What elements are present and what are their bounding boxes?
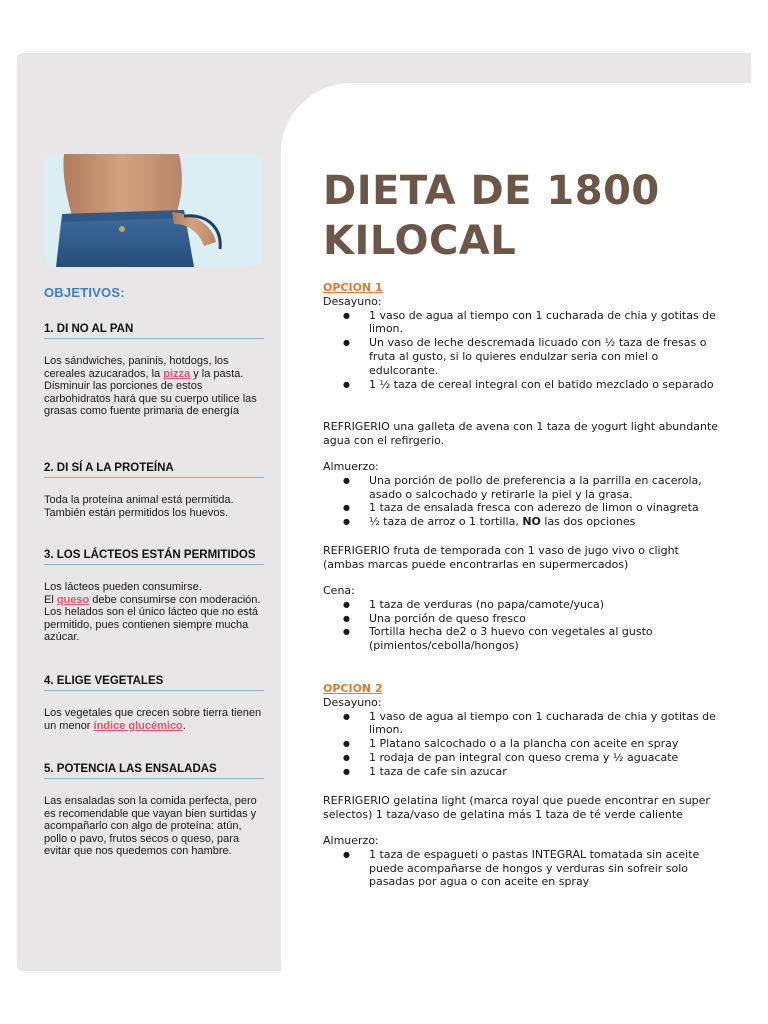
objective-heading: 4. ELIGE VEGETALES	[44, 675, 264, 691]
dinner-list	[323, 598, 723, 653]
lunch-list	[323, 848, 723, 889]
objective-text: Los lácteos pueden consumirse. El queso debe consumirse con moderación. Los helados son el único lácteo que no está permitido, pues contienen siempre mucha azúcar.	[44, 581, 261, 644]
list-item: ● Tortilla hecha de2 o 3 huevo con vegetales al gusto (pimientos/cebolla/hongos)	[323, 625, 723, 653]
objective-section-1	[44, 323, 264, 418]
lunch-list	[323, 474, 723, 529]
objective-section-5	[44, 763, 264, 858]
list-item: ● 1 Platano salcochado o a la plancha con aceite en spray	[323, 737, 723, 751]
list-item: ● 1 vaso de agua al tiempo con 1 cucharada de chia y gotitas de limon.	[323, 710, 723, 738]
objective-section-3	[44, 549, 264, 644]
objective-section-4	[44, 675, 264, 732]
list-item: ● 1 taza de verduras (no papa/camote/yuca)	[323, 598, 723, 612]
queso-link[interactable]: queso	[56, 593, 90, 606]
list-item: ● ½ taza de arroz o 1 tortilla, NO las dos opciones	[323, 515, 723, 529]
list-item: ● Una porción de queso fresco	[323, 612, 723, 626]
objective-heading: 2. DI SÍ A LA PROTEÍNA	[44, 462, 264, 478]
objective-section-2	[44, 462, 264, 519]
list-item: ● Una porción de pollo de preferencia a la parrilla en cacerola, asado o salcochado y retirarle la piel y la grasa.	[323, 474, 723, 502]
objective-heading: 5. POTENCIA LAS ENSALADAS	[44, 763, 264, 779]
objective-text: Los vegetales que crecen sobre tierra tienen un menor índice glucémico.	[44, 707, 262, 732]
objective-heading: 1. DI NO AL PAN	[44, 323, 264, 339]
glycemic-index-link[interactable]: índice glucémico	[93, 719, 183, 732]
meal-label: Desayuno:	[323, 294, 382, 308]
breakfast-list	[323, 710, 723, 779]
page-title: DIETA DE 1800 KILOCAL	[323, 168, 660, 264]
list-item: ● 1 rodaja de pan integral con queso crema y ½ aguacate	[323, 751, 723, 765]
option-1-lunch	[323, 460, 723, 529]
option-1-label: OPCION 1	[323, 281, 383, 294]
meal-label: Desayuno:	[323, 695, 382, 709]
option-1-breakfast	[323, 281, 723, 391]
hero-photo	[44, 154, 263, 267]
option-1-snack-2: REFRIGERIO fruta de temporada con 1 vaso de jugo vivo o clight (ambas marcas puede encontrarlas en supermercados)	[323, 544, 679, 571]
objective-text: Toda la proteína animal está permitida. También están permitidos los huevos.	[44, 494, 234, 519]
list-item: ● 1 vaso de agua al tiempo con 1 cucharada de chia y gotitas de limon.	[323, 309, 723, 337]
objectives-title: OBJETIVOS:	[44, 285, 125, 300]
objective-text: Las ensaladas son la comida perfecta, pero es recomendable que vayan bien surtidas y acompañarlo con algo de proteína: atún, pollo o pavo, frutos secos o queso, para evitar que nos quedemos con hambre.	[44, 795, 257, 858]
list-item: ● 1 taza de ensalada fresca con aderezo de limon o vinagreta	[323, 501, 723, 515]
list-item: ● 1 taza de espagueti o pastas INTEGRAL tomatada sin aceite puede acompañarse de hongos y verduras sin sofreir solo pasadas por agua o con aceite en spray	[323, 848, 723, 889]
list-item: ● Un vaso de leche descremada licuado con ½ taza de fresas o fruta al gusto, si lo quieres endulzar seria con miel o edulcorante.	[323, 336, 723, 377]
list-item: ● 1 ½ taza de cereal integral con el batido mezclado o separado	[323, 378, 723, 392]
breakfast-list	[323, 309, 723, 392]
objective-heading: 3. LOS LÁCTEOS ESTÁN PERMITIDOS	[44, 549, 264, 565]
option-1-snack-1: REFRIGERIO una galleta de avena con 1 taza de yogurt light abundante agua con el refirgerio.	[323, 420, 719, 447]
meal-label: Almuerzo:	[323, 460, 379, 473]
meal-label: Almuerzo:	[323, 834, 379, 847]
option-2-breakfast	[323, 682, 723, 779]
option-2-snack-1: REFRIGERIO gelatina light (marca royal que puede encontrar en super selectos) 1 taza/vaso de gelatina más 1 taza de té verde caliente	[323, 794, 710, 821]
list-item: ● 1 taza de cafe sin azucar	[323, 765, 723, 779]
option-2-label: OPCION 2	[323, 682, 383, 695]
option-2-lunch	[323, 834, 723, 889]
meal-label: Cena:	[323, 584, 355, 597]
option-1-dinner	[323, 584, 723, 653]
objective-text: Los sándwiches, paninis, hotdogs, los cereales azucarados, la pizza y la pasta. Disminuir las porciones de estos carbohidratos hará que su cuerpo utilice las grasas como fuente primaria de energía	[44, 355, 257, 418]
pizza-link[interactable]: pizza	[163, 367, 191, 380]
